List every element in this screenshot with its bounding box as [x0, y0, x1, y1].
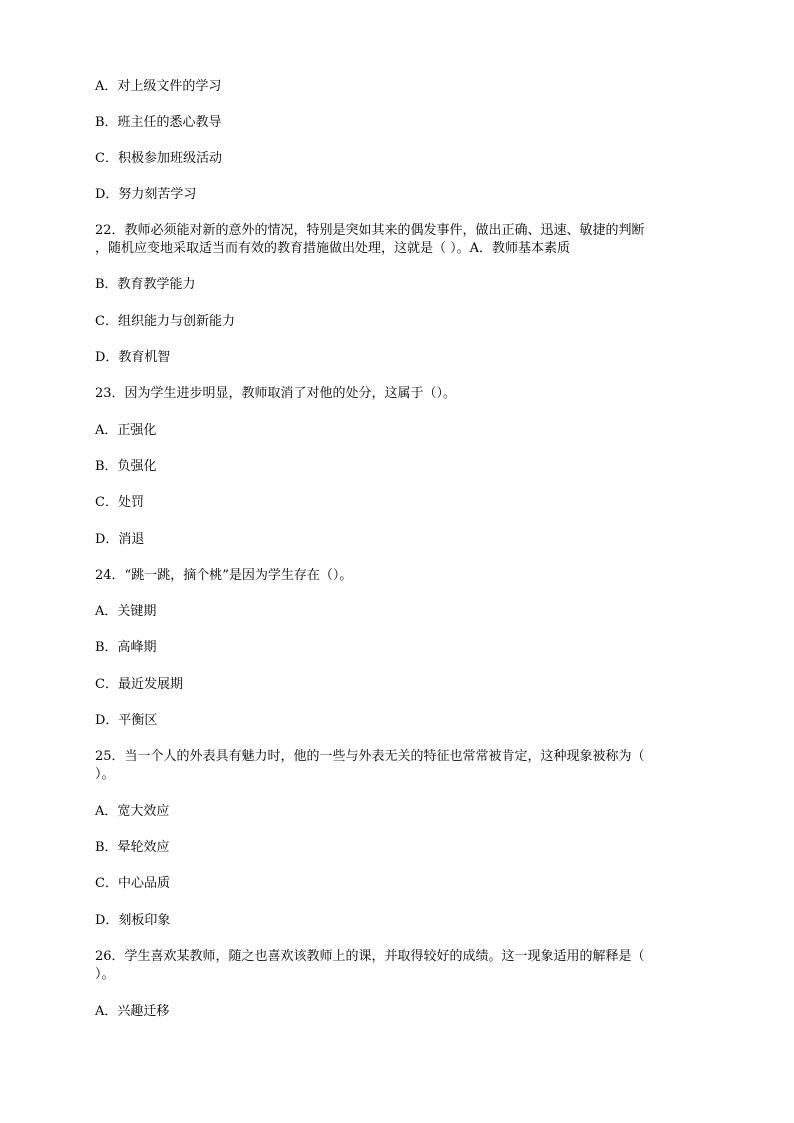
- question-26-line-1: 26．学生喜欢某教师，随之也喜欢该教师上的课，并取得较好的成绩。这一现象适用的解释是（: [95, 949, 645, 964]
- question-24: 24．“跳一跳，摘个桃”是因为学生存在（）。: [95, 568, 353, 583]
- option-b-q25: B．晕轮效应: [95, 840, 170, 855]
- option-b-q21: B．班主任的悉心教导: [95, 115, 222, 130]
- option-c-q23: C．处罚: [95, 495, 144, 510]
- question-25-line-2: ）。: [95, 767, 115, 782]
- option-b-q24: B．高峰期: [95, 640, 157, 655]
- option-a-q24: A．关键期: [95, 604, 157, 619]
- question-23: 23．因为学生进步明显，教师取消了对他的处分，这属于（）。: [95, 386, 457, 401]
- option-b-q23: B．负强化: [95, 459, 157, 474]
- question-26-line-2: ）。: [95, 967, 115, 982]
- option-d-q23: D．消退: [95, 532, 145, 547]
- option-d-q21: D．努力刻苦学习: [95, 187, 197, 202]
- option-d-q22: D．教育机智: [95, 350, 171, 365]
- option-a-q26: A．兴趣迁移: [95, 1004, 170, 1019]
- option-d-q25: D．刻板印象: [95, 913, 171, 928]
- question-22-line-2: ，随机应变地采取适当而有效的教育措施做出处理，这就是（ ）。A．教师基本素质: [95, 241, 571, 256]
- option-c-q24: C．最近发展期: [95, 677, 183, 692]
- option-a-q21: A．对上级文件的学习: [95, 79, 222, 94]
- option-a-q23: A．正强化: [95, 423, 157, 438]
- option-b-q22: B．教育教学能力: [95, 277, 196, 292]
- option-d-q24: D．平衡区: [95, 713, 158, 728]
- question-22-line-1: 22．教师必须能对新的意外的情况，特别是突如其来的偶发事件，做出正确、迅速、敏捷的判断: [95, 223, 645, 238]
- option-a-q25: A．宽大效应: [95, 804, 170, 819]
- option-c-q25: C．中心品质: [95, 876, 170, 891]
- option-c-q21: C．积极参加班级活动: [95, 151, 222, 166]
- option-c-q22: C．组织能力与创新能力: [95, 314, 235, 329]
- question-25-line-1: 25．当一个人的外表具有魅力时，他的一些与外表无关的特征也常常被肯定，这种现象被称为（: [95, 749, 645, 764]
